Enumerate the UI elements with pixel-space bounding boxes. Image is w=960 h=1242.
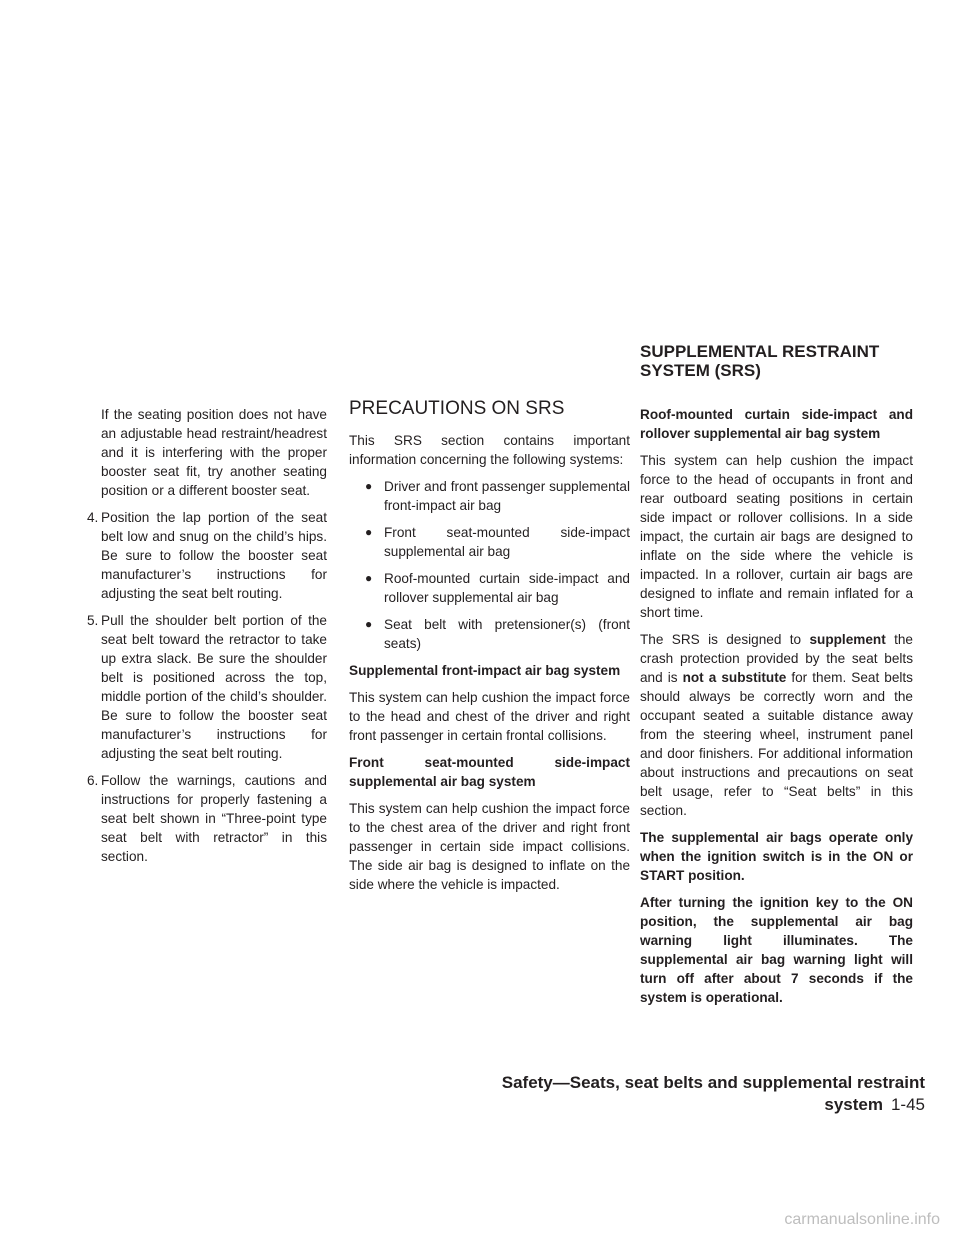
booster-steps-list — [87, 508, 327, 866]
section-heading — [640, 342, 920, 380]
precautions-intro: This SRS section contains important information concerning the following systems: — [349, 433, 630, 467]
bullet-text: Front seat-mounted side-impact supplemental air bag — [384, 525, 630, 559]
page-number: 1-45 — [890, 1095, 925, 1114]
watermark: carmanualsonline.info — [784, 1211, 940, 1228]
bullet-icon: ● — [365, 571, 373, 585]
section-heading-line1: SUPPLEMENTAL RESTRAINT — [640, 342, 880, 361]
bullet-text: Seat belt with pretensioner(s) (front seats) — [384, 617, 630, 651]
list-item — [349, 569, 630, 607]
footer-chapter-title: Safety—Seats, seat belts and supplemental restraint system — [501, 1073, 925, 1114]
srs-supplement-paragraph — [640, 630, 913, 820]
left-column — [87, 405, 327, 874]
booster-intro-paragraph: If the seating position does not have an adjustable head restraint/headrest and it is interfering with the proper booster seat fit, try another seating position or a different booster seat. — [101, 407, 327, 498]
list-item — [87, 508, 327, 603]
list-item — [349, 523, 630, 561]
right-column — [640, 405, 913, 1015]
side-impact-subheading: Front seat-mounted side-impact supplemental air bag system — [349, 755, 630, 789]
page-footer — [450, 1072, 925, 1116]
precautions-heading: PRECAUTIONS ON SRS — [349, 398, 565, 419]
list-item — [349, 615, 630, 653]
list-item — [349, 477, 630, 515]
front-impact-subheading: Supplemental front-impact air bag system — [349, 663, 621, 678]
bullet-icon: ● — [365, 525, 373, 539]
srs-text-mid: the crash protection provided by the seat belts and is — [640, 632, 913, 685]
bullet-icon: ● — [365, 479, 373, 493]
systems-bullet-list — [349, 477, 630, 653]
step-number: 6. — [87, 773, 99, 788]
list-item — [87, 771, 327, 866]
bullet-text: Roof-mounted curtain side-impact and rollover supplemental air bag — [384, 571, 630, 605]
side-impact-paragraph: This system can help cushion the impact force to the chest area of the driver and right front passenger in certain side impact collisions. The side air bag is designed to inflate on the side where the vehicle is impacted. — [349, 801, 630, 892]
curtain-paragraph: This system can help cushion the impact force to the head of occupants in front and rear outboard seating positions in certain side impact or rollover collisions. In a side impact, the curtain air bags are designed to inflate on the side where the vehicle is impacted. In a rollover, curtain air bags are designed to inflate and remain inflated for a short time. — [640, 453, 913, 620]
ignition-note: The supplemental air bags operate only when the ignition switch is in the ON or START position. — [640, 830, 913, 883]
section-heading-line2: SYSTEM (SRS) — [640, 361, 761, 380]
step-number: 4. — [87, 510, 99, 525]
bullet-icon: ● — [365, 617, 373, 631]
front-impact-paragraph: This system can help cushion the impact force to the head and chest of the driver and right front passenger in certain frontal collisions. — [349, 690, 630, 743]
srs-bold-supplement: supplement — [809, 632, 886, 647]
middle-column — [349, 397, 630, 902]
step-text: Follow the warnings, cautions and instructions for properly fastening a seat belt shown in “Three-point type seat belt with retractor” in this section. — [101, 773, 327, 864]
srs-bold-not-substitute: not a substitute — [682, 670, 787, 685]
warning-light-note: After turning the ignition key to the ON position, the supplemental air bag warning light illuminates. The supplemental air bag warning light will turn off after about 7 seconds if the system is operational. — [640, 895, 913, 1005]
curtain-subheading: Roof-mounted curtain side-impact and rollover supplemental air bag system — [640, 407, 913, 441]
list-item — [87, 611, 327, 763]
step-text: Pull the shoulder belt portion of the seat belt toward the retractor to take up extra slack. Be sure the shoulder belt is positioned across the top, middle portion of the child’s shoulder. Be sure to follow the booster seat manufacturer’s instructions for adjusting the seat belt routing. — [101, 613, 327, 761]
srs-text-pre: The SRS is designed to — [640, 632, 810, 647]
step-number: 5. — [87, 613, 99, 628]
srs-text-post: for them. Seat belts should always be correctly worn and the occupant seated a suitable distance away from the steering wheel, instrument panel and door finishers. For additional information about instructions and precautions on seat belt usage, refer to “Seat belts” in this section. — [640, 670, 913, 818]
step-text: Position the lap portion of the seat belt low and snug on the child’s hips. Be sure to follow the booster seat manufacturer’s instructions for adjusting the seat belt routing. — [101, 510, 327, 601]
bullet-text: Driver and front passenger supplemental front-impact air bag — [384, 479, 630, 513]
